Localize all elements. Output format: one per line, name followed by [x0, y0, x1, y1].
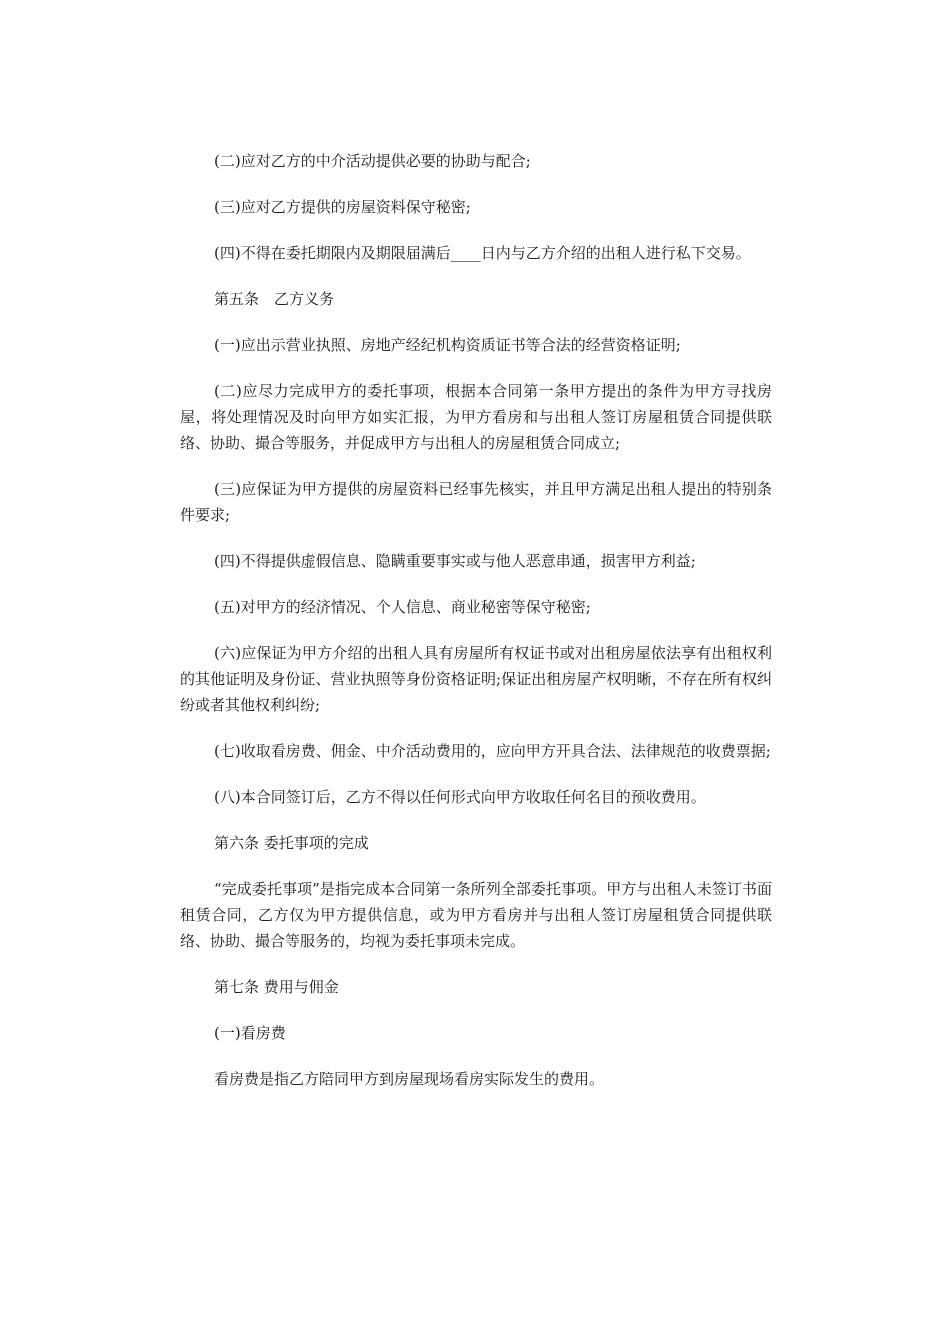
- article-6-paragraph: “完成委托事项”是指完成本合同第一条所列全部委托事项。甲方与出租人未签订书面租赁合同，乙方仅为甲方提供信息，或为甲方看房并与出租人签订房屋租赁合同提供联络、协助、撮合等服务的，均视为委托事项未完成。: [180, 880, 772, 950]
- article-6-heading: 第六条 委托事项的完成: [214, 834, 369, 852]
- clause-2-2-paragraph: (二)应对乙方的中介活动提供必要的协助与配合;: [214, 152, 531, 170]
- article-7-heading: 第七条 费用与佣金: [214, 978, 339, 996]
- clause-5-4-paragraph: (四)不得提供虚假信息、隐瞒重要事实或与他人恶意串通，损害甲方利益;: [214, 552, 696, 570]
- document-body: [180, 148, 772, 1112]
- clause-5-7-paragraph: (七)收取看房费、佣金、中介活动费用的，应向甲方开具合法、法律规范的收费票据;: [214, 742, 771, 760]
- clause-7-1-paragraph: 看房费是指乙方陪同甲方到房屋现场看房实际发生的费用。: [214, 1070, 605, 1088]
- clause-2-4-paragraph: (四)不得在委托期限内及期限届满后____日内与乙方介绍的出租人进行私下交易。: [214, 244, 751, 262]
- clause-2-3-paragraph: (三)应对乙方提供的房屋资料保守秘密;: [214, 198, 471, 216]
- clause-7-1-heading: (一)看房费: [214, 1024, 286, 1042]
- clause-5-3-paragraph: (三)应保证为甲方提供的房屋资料已经事先核实，并且甲方满足出租人提出的特别条件要求;: [180, 480, 772, 524]
- article-5-heading: 第五条 乙方义务: [214, 290, 335, 308]
- clause-5-2-paragraph: (二)应尽力完成甲方的委托事项，根据本合同第一条甲方提出的条件为甲方寻找房屋，将处理情况及时向甲方如实汇报，为甲方看房和与出租人签订房屋租赁合同提供联络、协助、撮合等服务，并促成甲方与出租人的房屋租赁合同成立;: [180, 382, 772, 452]
- clause-5-5-paragraph: (五)对甲方的经济情况、个人信息、商业秘密等保守秘密;: [214, 598, 591, 616]
- clause-5-6-paragraph: (六)应保证为甲方介绍的出租人具有房屋所有权证书或对出租房屋依法享有出租权利的其他证明及身份证、营业执照等身份资格证明;保证出租房屋产权明晰，不存在所有权纠纷或者其他权利纠纷;: [180, 644, 772, 714]
- clause-5-1-paragraph: (一)应出示营业执照、房地产经纪机构资质证书等合法的经营资格证明;: [214, 336, 681, 354]
- clause-5-8-paragraph: (八)本合同签订后，乙方不得以任何形式向甲方收取任何名目的预收费用。: [214, 788, 706, 806]
